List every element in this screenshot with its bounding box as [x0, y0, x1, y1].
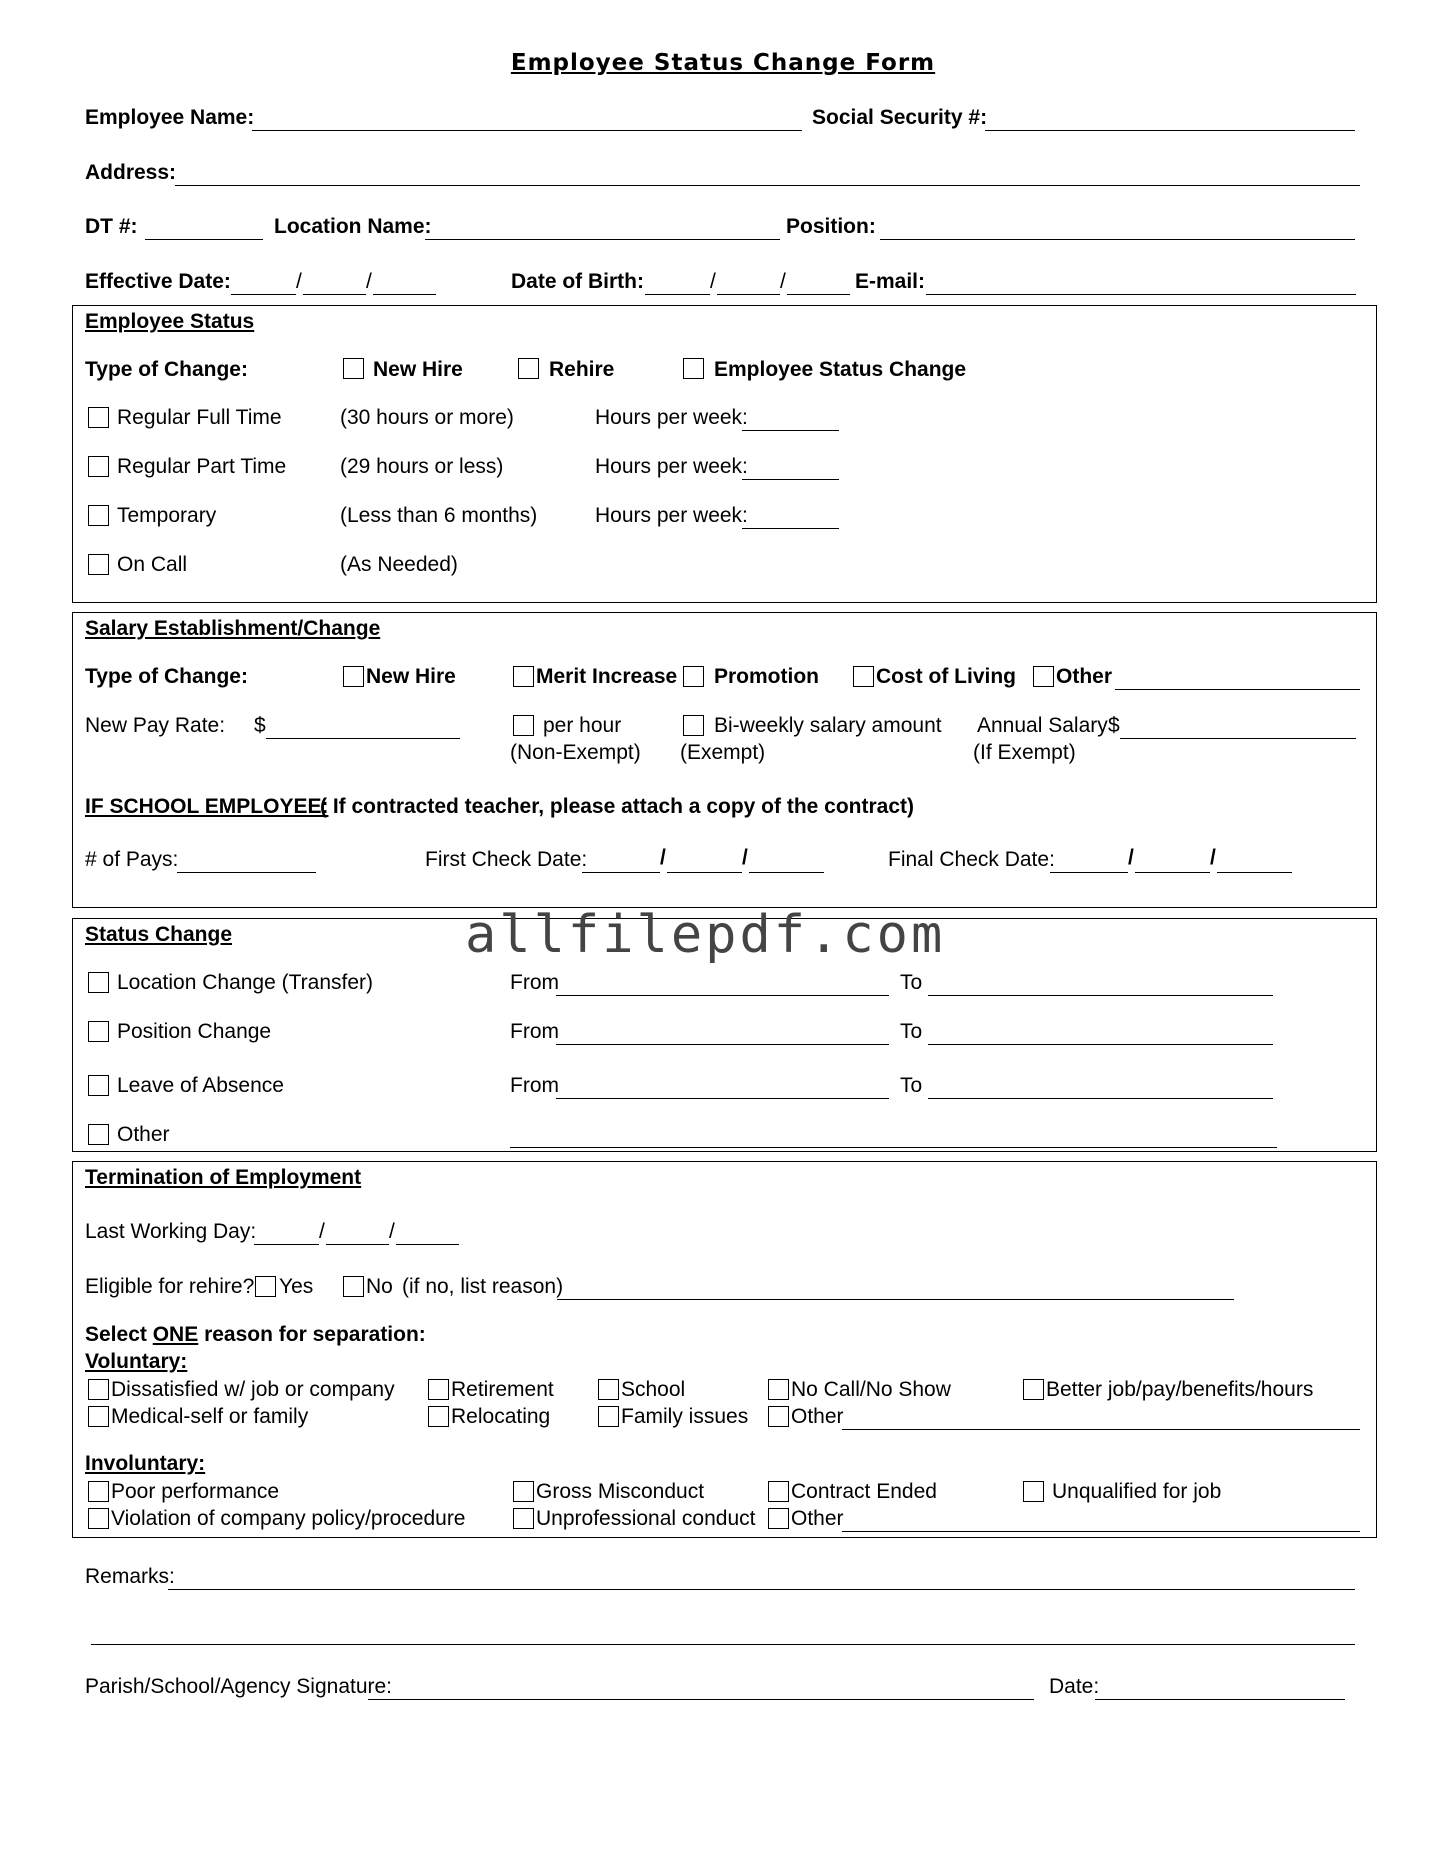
unprofessional-checkbox[interactable]	[513, 1508, 534, 1529]
rehire-checkbox[interactable]	[518, 358, 539, 379]
hours-per-week-label: Hours per week:	[595, 406, 748, 429]
gross-misconduct-label: Gross Misconduct	[536, 1480, 705, 1503]
rehire-no-label: No	[366, 1275, 393, 1298]
position-change-label: Position Change	[117, 1020, 272, 1043]
retirement-label: Retirement	[451, 1378, 554, 1401]
biweekly-checkbox[interactable]	[683, 715, 704, 736]
salary-other-checkbox[interactable]	[1033, 666, 1054, 687]
temporary-checkbox[interactable]	[88, 505, 109, 526]
dollar-sign: $	[254, 714, 266, 737]
new-pay-rate-field[interactable]	[266, 714, 460, 739]
dissatisfied-checkbox[interactable]	[88, 1379, 109, 1400]
eligible-rehire-label: Eligible for rehire?	[85, 1275, 255, 1298]
location-name-field[interactable]	[425, 215, 780, 240]
first-check-day[interactable]	[667, 848, 742, 873]
email-label: E-mail:	[855, 270, 926, 293]
date-sep: /	[1210, 846, 1216, 869]
last-day-year[interactable]	[396, 1220, 459, 1245]
position-change-checkbox[interactable]	[88, 1021, 109, 1042]
from-label: From	[510, 971, 559, 994]
rehire-label: Rehire	[549, 358, 615, 381]
ssn-label: Social Security #:	[812, 106, 988, 129]
date-sep: /	[389, 1220, 395, 1243]
involuntary-other-label: Other	[791, 1507, 844, 1530]
position-field[interactable]	[880, 215, 1355, 240]
salary-heading: Salary Establishment/Change	[85, 617, 381, 640]
if-exempt-label: (If Exempt)	[973, 741, 1076, 764]
involuntary-heading: Involuntary:	[85, 1452, 206, 1475]
relocating-checkbox[interactable]	[428, 1406, 449, 1427]
leave-of-absence-label: Leave of Absence	[117, 1074, 284, 1097]
poor-performance-label: Poor performance	[111, 1480, 280, 1503]
new-pay-rate-label: New Pay Rate:	[85, 714, 226, 737]
better-job-checkbox[interactable]	[1023, 1379, 1044, 1400]
hours-per-week-label: Hours per week:	[595, 455, 748, 478]
exempt-label: (Exempt)	[680, 741, 766, 764]
address-label: Address:	[85, 161, 177, 184]
unprofessional-label: Unprofessional conduct	[536, 1507, 756, 1530]
employee-name-field[interactable]	[252, 106, 802, 131]
final-check-month[interactable]	[1050, 848, 1128, 873]
signature-field[interactable]	[368, 1675, 1034, 1700]
annual-dollar-sign: $	[1108, 714, 1120, 737]
effective-date-label: Effective Date:	[85, 270, 231, 293]
status-other-checkbox[interactable]	[88, 1124, 109, 1145]
position-from-field[interactable]	[556, 1020, 889, 1045]
salary-other-field[interactable]	[1115, 665, 1360, 690]
merit-increase-label: Merit Increase	[536, 665, 678, 688]
poor-performance-checkbox[interactable]	[88, 1481, 109, 1502]
salary-new-hire-checkbox[interactable]	[343, 666, 364, 687]
ssn-field[interactable]	[985, 106, 1355, 131]
first-check-year[interactable]	[749, 848, 824, 873]
rehire-yes-label: Yes	[279, 1275, 314, 1298]
annual-salary-label: Annual Salary	[977, 714, 1108, 737]
new-hire-checkbox[interactable]	[343, 358, 364, 379]
first-check-label: First Check Date:	[425, 848, 588, 871]
location-change-checkbox[interactable]	[88, 972, 109, 993]
medical-label: Medical-self or family	[111, 1405, 309, 1428]
on-call-note: (As Needed)	[340, 553, 458, 576]
part-time-hours-field[interactable]	[742, 455, 839, 480]
final-check-year[interactable]	[1217, 848, 1292, 873]
medical-checkbox[interactable]	[88, 1406, 109, 1427]
on-call-checkbox[interactable]	[88, 554, 109, 575]
form-title: Employee Status Change Form	[510, 50, 936, 76]
from-label: From	[510, 1020, 559, 1043]
voluntary-other-field[interactable]	[842, 1405, 1360, 1430]
per-hour-label: per hour	[543, 714, 622, 737]
date-sep: /	[366, 270, 372, 293]
relocating-label: Relocating	[451, 1405, 551, 1428]
full-time-note: (30 hours or more)	[340, 406, 514, 429]
to-label: To	[900, 971, 923, 994]
leave-to-field[interactable]	[928, 1074, 1273, 1099]
select-one-reason-label: Select ONE reason for separation:	[85, 1323, 426, 1346]
remarks-label: Remarks:	[85, 1565, 175, 1588]
signature-date-field[interactable]	[1095, 1675, 1345, 1700]
effective-date-year[interactable]	[373, 270, 436, 295]
temporary-label: Temporary	[117, 504, 217, 527]
employee-status-change-checkbox[interactable]	[683, 358, 704, 379]
temporary-note: (Less than 6 months)	[340, 504, 538, 527]
new-hire-label: New Hire	[373, 358, 463, 381]
to-label: To	[900, 1074, 923, 1097]
per-hour-checkbox[interactable]	[513, 715, 534, 736]
leave-from-field[interactable]	[556, 1074, 889, 1099]
num-pays-field[interactable]	[177, 848, 316, 873]
salary-new-hire-label: New Hire	[366, 665, 456, 688]
promotion-label: Promotion	[714, 665, 819, 688]
status-other-field[interactable]	[510, 1123, 1277, 1148]
family-issues-checkbox[interactable]	[598, 1406, 619, 1427]
biweekly-label: Bi-weekly salary amount	[714, 714, 942, 737]
address-field[interactable]	[175, 161, 1360, 186]
status-other-label: Other	[117, 1123, 170, 1146]
gross-misconduct-checkbox[interactable]	[513, 1481, 534, 1502]
dt-field[interactable]	[145, 215, 263, 240]
dt-label: DT #:	[85, 215, 138, 238]
rehire-no-note: (if no, list reason)	[402, 1275, 564, 1298]
remarks-field[interactable]	[168, 1565, 1355, 1590]
merit-increase-checkbox[interactable]	[513, 666, 534, 687]
family-issues-label: Family issues	[621, 1405, 749, 1428]
hours-per-week-label: Hours per week:	[595, 504, 748, 527]
location-change-label: Location Change (Transfer)	[117, 971, 374, 994]
signature-date-label: Date:	[1049, 1675, 1100, 1698]
temporary-hours-field[interactable]	[742, 504, 839, 529]
cost-of-living-checkbox[interactable]	[853, 666, 874, 687]
cost-of-living-label: Cost of Living	[876, 665, 1016, 688]
dob-month[interactable]	[645, 270, 710, 295]
promotion-checkbox[interactable]	[683, 666, 704, 687]
location-to-field[interactable]	[928, 971, 1273, 996]
unqualified-label: Unqualified for job	[1052, 1480, 1222, 1503]
termination-heading: Termination of Employment	[85, 1166, 362, 1189]
annual-salary-field[interactable]	[1120, 714, 1356, 739]
school-checkbox[interactable]	[598, 1379, 619, 1400]
final-check-label: Final Check Date:	[888, 848, 1055, 871]
signature-label: Parish/School/Agency Signature:	[85, 1675, 393, 1698]
rehire-reason-field[interactable]	[557, 1275, 1234, 1300]
num-pays-label: # of Pays:	[85, 848, 179, 871]
salary-other-label: Other	[1056, 665, 1113, 688]
watermark: allfilepdf.com	[465, 905, 946, 965]
contract-ended-checkbox[interactable]	[768, 1481, 789, 1502]
date-sep: /	[710, 270, 716, 293]
regular-full-time-checkbox[interactable]	[88, 407, 109, 428]
retirement-checkbox[interactable]	[428, 1379, 449, 1400]
type-of-change-label: Type of Change:	[85, 358, 248, 381]
location-name-label: Location Name:	[274, 215, 432, 238]
employee-status-change-label: Employee Status Change	[714, 358, 967, 381]
effective-date-day[interactable]	[303, 270, 366, 295]
voluntary-other-label: Other	[791, 1405, 844, 1428]
employee-status-heading: Employee Status	[85, 310, 255, 333]
rehire-no-checkbox[interactable]	[343, 1276, 364, 1297]
non-exempt-label: (Non-Exempt)	[510, 741, 641, 764]
rehire-yes-checkbox[interactable]	[255, 1276, 276, 1297]
status-change-heading: Status Change	[85, 923, 233, 946]
date-sep: /	[296, 270, 302, 293]
dob-label: Date of Birth:	[511, 270, 644, 293]
regular-part-time-label: Regular Part Time	[117, 455, 287, 478]
effective-date-month[interactable]	[231, 270, 296, 295]
dob-year[interactable]	[787, 270, 850, 295]
salary-type-label: Type of Change:	[85, 665, 248, 688]
dob-day[interactable]	[717, 270, 780, 295]
to-label: To	[900, 1020, 923, 1043]
date-sep: /	[1128, 846, 1134, 869]
dissatisfied-label: Dissatisfied w/ job or company	[111, 1378, 395, 1401]
no-call-no-show-label: No Call/No Show	[791, 1378, 951, 1401]
date-sep: /	[742, 846, 748, 869]
involuntary-other-field[interactable]	[842, 1507, 1360, 1532]
first-check-month[interactable]	[582, 848, 660, 873]
part-time-note: (29 hours or less)	[340, 455, 504, 478]
position-label: Position:	[786, 215, 876, 238]
contract-ended-label: Contract Ended	[791, 1480, 937, 1503]
employee-status-section	[72, 305, 1377, 603]
involuntary-other-checkbox[interactable]	[768, 1508, 789, 1529]
unqualified-checkbox[interactable]	[1023, 1481, 1044, 1502]
school-employee-label: IF SCHOOL EMPLOYEE:	[85, 795, 329, 818]
violation-label: Violation of company policy/procedure	[111, 1507, 466, 1530]
date-sep: /	[319, 1220, 325, 1243]
violation-checkbox[interactable]	[88, 1508, 109, 1529]
last-day-month[interactable]	[254, 1220, 319, 1245]
final-check-day[interactable]	[1135, 848, 1210, 873]
full-time-hours-field[interactable]	[742, 406, 839, 431]
last-working-day-label: Last Working Day:	[85, 1220, 257, 1243]
better-job-label: Better job/pay/benefits/hours	[1046, 1378, 1314, 1401]
from-label: From	[510, 1074, 559, 1097]
employee-name-label: Employee Name:	[85, 106, 255, 129]
position-to-field[interactable]	[928, 1020, 1273, 1045]
email-field[interactable]	[926, 270, 1356, 295]
school-label: School	[621, 1378, 686, 1401]
no-call-no-show-checkbox[interactable]	[768, 1379, 789, 1400]
date-sep: /	[780, 270, 786, 293]
on-call-label: On Call	[117, 553, 188, 576]
school-employee-note: ( If contracted teacher, please attach a copy of the contract)	[320, 795, 914, 818]
location-from-field[interactable]	[556, 971, 889, 996]
date-sep: /	[660, 846, 666, 869]
remarks-field-line-2[interactable]	[91, 1620, 1355, 1645]
last-day-day[interactable]	[326, 1220, 389, 1245]
voluntary-other-checkbox[interactable]	[768, 1406, 789, 1427]
regular-full-time-label: Regular Full Time	[117, 406, 282, 429]
leave-of-absence-checkbox[interactable]	[88, 1075, 109, 1096]
voluntary-heading: Voluntary:	[85, 1350, 188, 1373]
regular-part-time-checkbox[interactable]	[88, 456, 109, 477]
